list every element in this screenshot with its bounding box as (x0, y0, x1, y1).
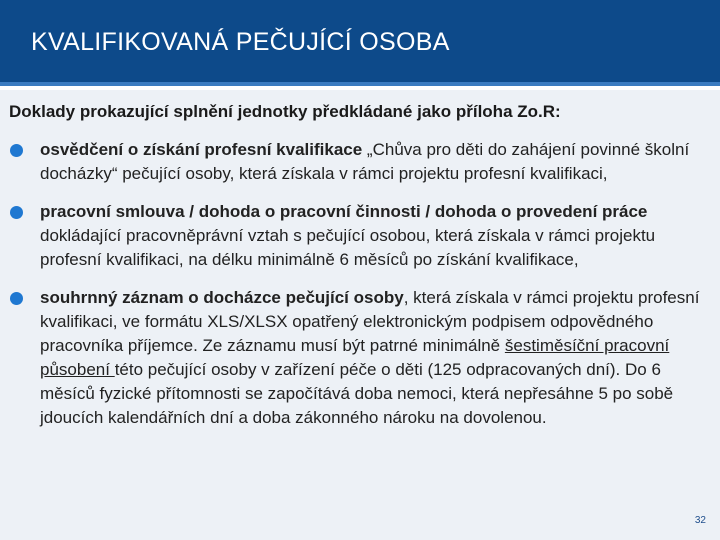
item-text: této pečující osoby v zařízení péče o děti (125 odpracovaných dní). Do 6 měsíců fyzické přítomnosti se započítává doba nemoci, která nepřesáhne 5 po sobě jdoucích kalendářních dní a doba zákonného nároku na dovolenou. (40, 360, 674, 427)
title-bar (0, 0, 720, 86)
list-item (0, 200, 720, 272)
bullet-icon (10, 206, 23, 219)
list-item (0, 286, 720, 430)
bullet-list (0, 138, 720, 444)
list-item (0, 138, 720, 186)
title-stripe (0, 82, 720, 86)
item-underlined-text: šestiměsíční pracovní působení (40, 336, 670, 379)
item-bold-text: souhrnný záznam o docházce pečující osoby (40, 288, 404, 307)
item-text: , která získala v rámci projektu profesní kvalifikaci, ve formátu XLS/XLSX opatřený elektronickým podpisem odpovědného pracovníka příjemce. Ze záznamu musí být patrné minimálně (40, 288, 700, 355)
item-text: „Chůva pro děti do zahájení povinné školní docházky“ pečující osoby, která získala v rámci projektu profesní kvalifikaci, (40, 140, 690, 183)
item-bold-text: pracovní smlouva / dohoda o pracovní činnosti / dohoda o provedení práce (40, 202, 648, 221)
bullet-icon (10, 292, 23, 305)
intro-text: Doklady prokazující splnění jednotky předkládané jako příloha Zo.R: (9, 102, 561, 121)
page-number: 32 (694, 515, 706, 526)
slide-title: KVALIFIKOVANÁ PEČUJÍCÍ OSOBA (31, 28, 450, 56)
bullet-icon (10, 144, 23, 157)
item-text: dokládající pracovněprávní vztah s pečující osobou, která získala v rámci projektu profesní kvalifikaci, na délku minimálně 6 měsíců po získání kvalifikace, (40, 226, 656, 269)
item-bold-text: osvědčení o získání profesní kvalifikace (40, 140, 363, 159)
